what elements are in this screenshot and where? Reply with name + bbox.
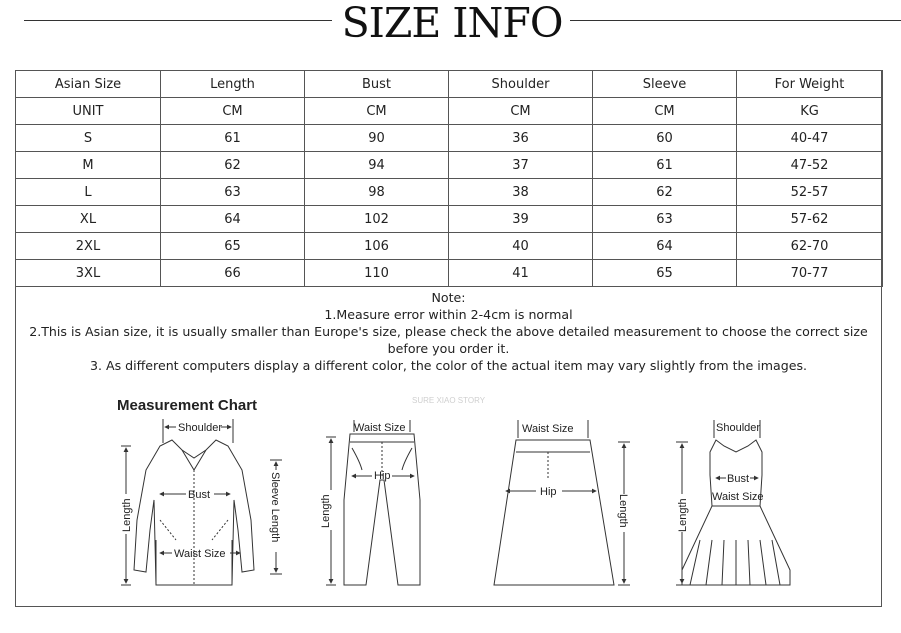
note-1: 1.Measure error within 2-4cm is normal [324,307,573,322]
table-cell: 65 [593,260,737,287]
table-cell: CM [305,98,449,125]
table-cell: 39 [449,206,593,233]
table-cell: 63 [593,206,737,233]
dress-shoulder-label: Shoulder [716,422,761,434]
table-cell: Bust [305,71,449,98]
pants-hip-label: Hip [374,470,391,482]
table-cell: 102 [305,206,449,233]
table-cell: 40-47 [737,125,883,152]
dress-length-label: Length [677,498,689,532]
table-cell: KG [737,98,883,125]
table-cell: 60 [593,125,737,152]
table-cell: 41 [449,260,593,287]
table-cell: CM [161,98,305,125]
shirt-sleeve-label: Sleeve Length [269,472,281,543]
skirt-waist-label: Waist Size [522,423,574,435]
table-cell: S [16,125,161,152]
table-cell: CM [593,98,737,125]
table-cell: 94 [305,152,449,179]
shirt-shoulder-label: Shoulder [178,422,223,434]
table-cell: 38 [449,179,593,206]
notes-heading: Note: [431,290,466,305]
table-cell: Shoulder [449,71,593,98]
table-cell: Sleeve [593,71,737,98]
table-cell: 63 [161,179,305,206]
table-cell: Length [161,71,305,98]
table-cell: 2XL [16,233,161,260]
table-cell: 64 [593,233,737,260]
table-cell: 62-70 [737,233,883,260]
dress-waist-label: Waist Size [712,491,764,503]
table-cell: 66 [161,260,305,287]
table-cell: 37 [449,152,593,179]
skirt-figure [494,420,630,585]
table-cell: 106 [305,233,449,260]
table-cell: 36 [449,125,593,152]
table-cell: 65 [161,233,305,260]
shirt-waist-label: Waist Size [174,548,226,560]
note-2: 2.This is Asian size, it is usually smaller than Europe's size, please check the above detailed measurement to choose the correct size before you order it. [29,324,868,356]
table-cell: 40 [449,233,593,260]
table-cell: 70-77 [737,260,883,287]
table-cell: CM [449,98,593,125]
skirt-hip-label: Hip [540,486,557,498]
skirt-length-label: Length [617,494,629,528]
table-cell: 52-57 [737,179,883,206]
table-cell: Asian Size [16,71,161,98]
table-cell: 47-52 [737,152,883,179]
page-title: SIZE INFO [341,0,563,47]
table-cell: 90 [305,125,449,152]
table-cell: XL [16,206,161,233]
note-3: 3. As different computers display a different color, the color of the actual item may vary slightly from the images. [89,358,808,373]
measurement-chart-title: Measurement Chart [117,397,258,414]
table-cell: M [16,152,161,179]
shirt-bust-label: Bust [188,489,211,501]
table-cell: 110 [305,260,449,287]
shirt-length-label: Length [121,498,133,532]
table-cell: UNIT [16,98,161,125]
pants-length-label: Length [320,494,332,528]
table-cell: For Weight [737,71,883,98]
watermark: SURE XIAO STORY [412,396,486,405]
table-cell: 64 [161,206,305,233]
table-cell: 57-62 [737,206,883,233]
shirt-figure [121,419,282,585]
table-cell: 61 [593,152,737,179]
table-cell: 62 [161,152,305,179]
table-cell: 3XL [16,260,161,287]
dress-bust-label: Bust [727,473,750,485]
table-cell: 62 [593,179,737,206]
pants-waist-label: Waist Size [354,422,406,434]
table-cell: 61 [161,125,305,152]
table-cell: 98 [305,179,449,206]
table-cell: L [16,179,161,206]
pants-figure [326,420,420,585]
